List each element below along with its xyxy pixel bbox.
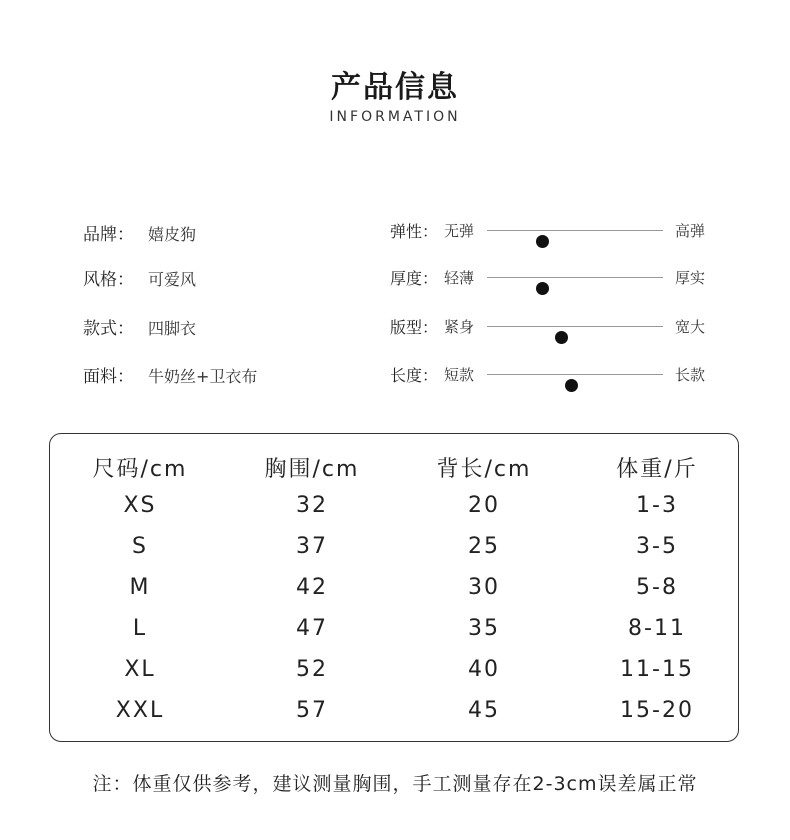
scale-high-label: 长款 — [675, 366, 706, 384]
scale-track — [487, 326, 663, 327]
attribute-value: 四脚衣 — [148, 319, 197, 338]
scale-low-label: 无弹 — [444, 222, 475, 240]
attribute-fabric — [83, 362, 258, 387]
table-header-back-length: 背长/cm — [436, 457, 532, 482]
attribute-style — [83, 265, 197, 290]
table-cell: 32 — [296, 493, 328, 518]
attribute-brand — [83, 220, 197, 245]
scale-low-label: 轻薄 — [444, 269, 475, 287]
table-cell: 57 — [296, 698, 328, 723]
table-cell: L — [132, 616, 148, 641]
table-cell: 40 — [468, 657, 500, 682]
attribute-label: 风格： — [83, 270, 134, 290]
scale-marker — [565, 379, 578, 392]
attribute-type — [83, 314, 197, 339]
scale-track — [487, 230, 663, 231]
scale-high-label: 高弹 — [675, 222, 706, 240]
scale-elasticity — [390, 219, 720, 243]
page-subtitle: INFORMATION — [329, 109, 461, 125]
footnote: 注：体重仅供参考，建议测量胸围，手工测量存在2-3cm误差属正常 — [92, 773, 698, 795]
scale-high-label: 厚实 — [675, 269, 706, 287]
scale-label: 长度： — [390, 366, 439, 385]
scale-high-label: 宽大 — [675, 318, 706, 336]
table-cell: XS — [123, 493, 157, 518]
table-cell: 1-3 — [636, 493, 678, 518]
scale-marker — [536, 282, 549, 295]
table-cell: 3-5 — [636, 534, 678, 559]
scale-marker — [536, 235, 549, 248]
scale-low-label: 紧身 — [444, 318, 475, 336]
scale-track — [487, 277, 663, 278]
attribute-value: 可爱风 — [148, 270, 197, 289]
scale-label: 版型： — [390, 318, 439, 337]
attribute-value: 牛奶丝+卫衣布 — [148, 367, 258, 386]
table-cell: 15-20 — [620, 698, 694, 723]
table-header-weight: 体重/斤 — [616, 457, 698, 482]
table-header-size: 尺码/cm — [92, 457, 188, 482]
table-cell: 47 — [296, 616, 328, 641]
table-cell: 37 — [296, 534, 328, 559]
table-cell: 42 — [296, 575, 328, 600]
table-cell: 11-15 — [620, 657, 694, 682]
table-cell: 30 — [468, 575, 500, 600]
scale-label: 弹性： — [390, 222, 439, 241]
page-title: 产品信息 — [331, 70, 459, 105]
scale-track — [487, 374, 663, 375]
table-cell: 5-8 — [636, 575, 678, 600]
table-cell: M — [129, 575, 151, 600]
scale-thickness — [390, 266, 720, 290]
attribute-label: 品牌： — [83, 225, 134, 245]
table-cell: XL — [124, 657, 156, 682]
table-cell: S — [132, 534, 148, 559]
table-cell: 35 — [468, 616, 500, 641]
table-cell: 25 — [468, 534, 500, 559]
scale-low-label: 短款 — [444, 366, 475, 384]
table-cell: 52 — [296, 657, 328, 682]
table-cell: 8-11 — [628, 616, 686, 641]
scale-fit — [390, 315, 720, 339]
table-header-chest: 胸围/cm — [264, 457, 360, 482]
table-cell: 20 — [468, 493, 500, 518]
table-cell: 45 — [468, 698, 500, 723]
table-cell: XXL — [115, 698, 165, 723]
attribute-value: 嬉皮狗 — [148, 225, 197, 244]
attribute-label: 款式： — [83, 319, 134, 339]
scale-length — [390, 363, 720, 387]
attribute-label: 面料： — [83, 367, 134, 387]
size-table — [49, 433, 739, 742]
scale-marker — [555, 331, 568, 344]
scale-label: 厚度： — [390, 269, 439, 288]
